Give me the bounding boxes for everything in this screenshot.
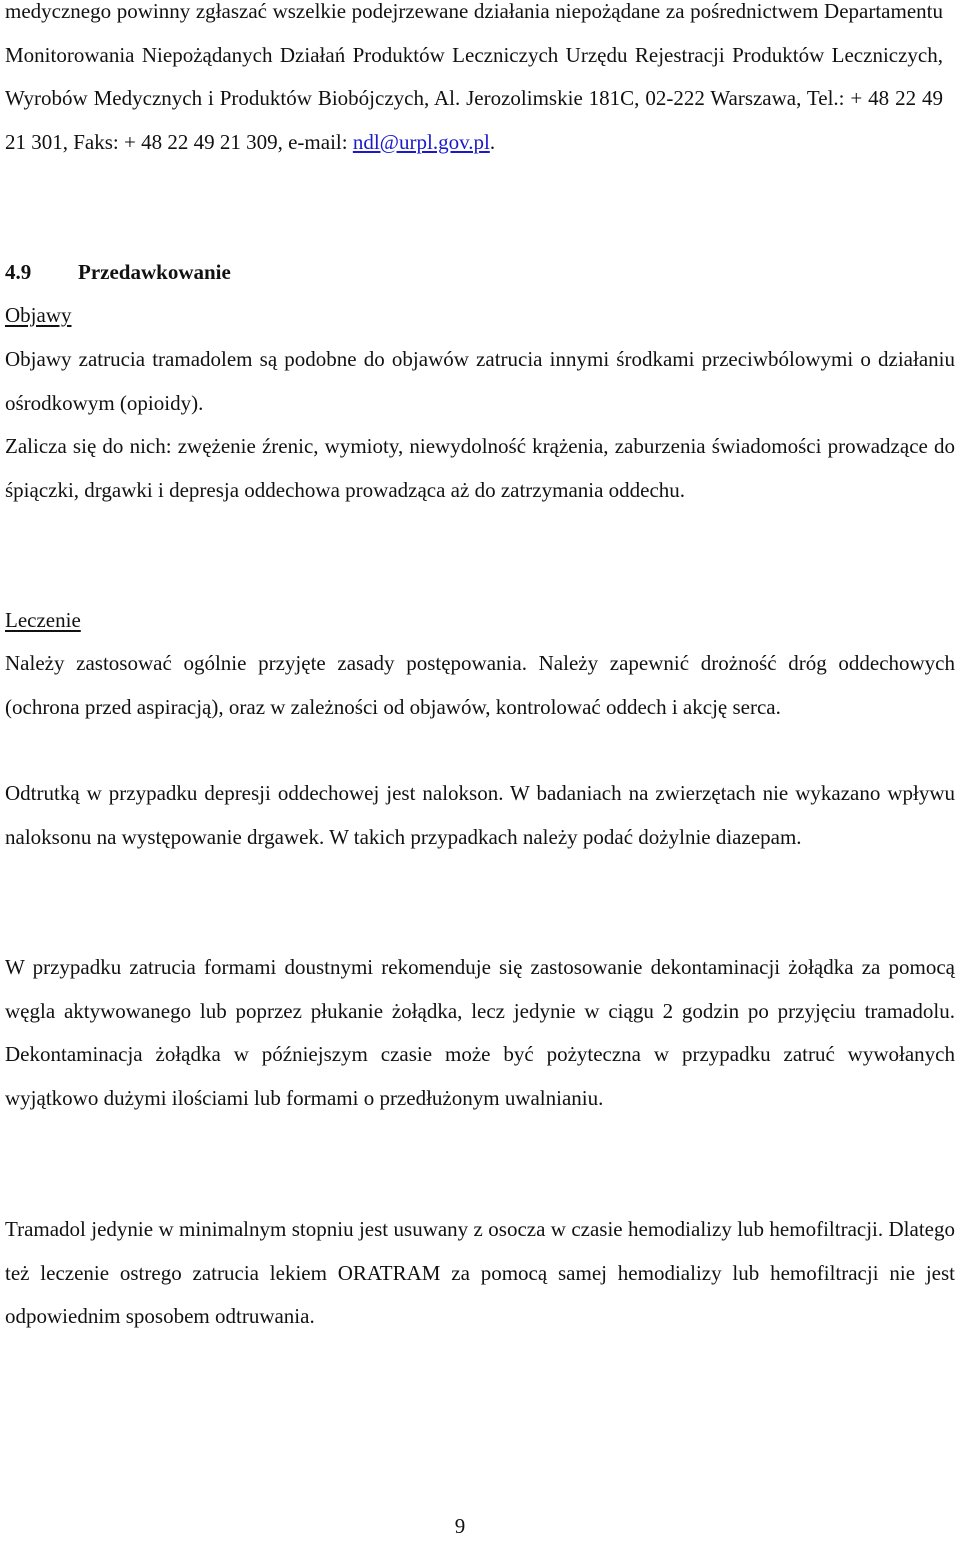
reporting-end: . [489, 129, 496, 154]
treatment-heading: Leczenie [5, 608, 81, 632]
symptoms-paragraph-1: Objawy zatrucia tramadolem są podobne do objawów zatrucia innymi środkami przeciwbólowymi o działaniu ośrodkowym (opioidy). [5, 347, 955, 415]
section-number: 4.9 [5, 260, 32, 284]
reporting-paragraph [5, 0, 943, 164]
symptoms-paragraph-2: Zalicza się do nich: zwężenie źrenic, wymioty, niewydolność krążenia, zaburzenia świadomości prowadzące do śpiączki, drgawki i depresja oddechowa prowadząca aż do zatrzymania oddechu. [5, 434, 955, 502]
symptoms-heading: Objawy [5, 303, 72, 327]
section-heading [5, 251, 231, 295]
reporting-text: medycznego powinny zgłaszać wszelkie podejrzewane działania niepożądane za pośrednictwem Departamentu Monitorowania Niepożądanych Działań Produktów Leczniczych Urzędu Rejestracji Produktów Leczniczych, Wyrobów Medycznych i Produktów Biobójczych, Al. Jerozolimskie 181C, 02-222 Warszawa, Tel.: + 48 22 49 21 301, Faks: + 48 22 49 21 309, e-mail: [5, 0, 943, 154]
section-title: Przedawkowanie [78, 260, 231, 284]
email-link[interactable]: ndl@urpl.gov.pl [352, 129, 490, 154]
treatment-paragraph-1: Należy zastosować ogólnie przyjęte zasady postępowania. Należy zapewnić drożność dróg oddechowych (ochrona przed aspiracją), oraz w zależności od objawów, kontrolować oddech i akcję serca. [5, 651, 955, 719]
treatment-paragraph-3: W przypadku zatrucia formami doustnymi rekomenduje się zastosowanie dekontaminacji żołądka za pomocą węgla aktywowanego lub poprzez płukanie żołądka, lecz jedynie w ciągu 2 godzin po przyjęciu tramadolu. Dekontaminacja żołądka w późniejszym czasie może być pożyteczna w przypadku zatruć wywołanych wyjątkowo dużymi ilościami lub formami o przedłużonym uwalnianiu. [5, 955, 955, 1110]
page-number: 9 [454, 1514, 466, 1538]
treatment-paragraph-4: Tramadol jedynie w minimalnym stopniu jest usuwany z osocza w czasie hemodializy lub hemofiltracji. Dlatego też leczenie ostrego zatrucia lekiem ORATRAM za pomocą samej hemodializy lub hemofiltracji nie jest odpowiednim sposobem odtruwania. [5, 1217, 955, 1328]
treatment-paragraph-2: Odtrutką w przypadku depresji oddechowej jest nalokson. W badaniach na zwierzętach nie wykazano wpływu naloksonu na występowanie drgawek. W takich przypadkach należy podać dożylnie diazepam. [5, 781, 955, 849]
